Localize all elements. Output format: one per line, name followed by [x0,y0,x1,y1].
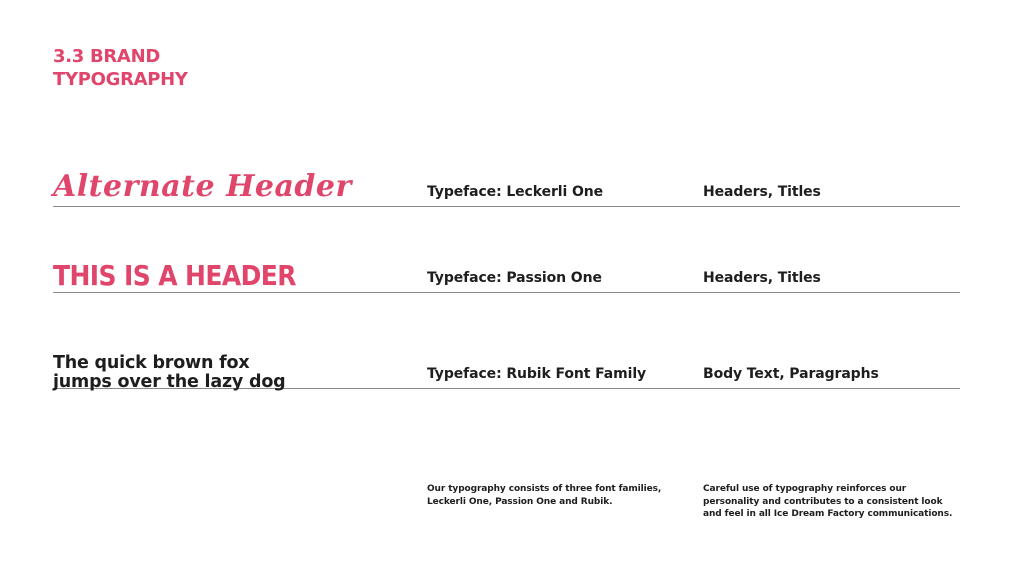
alternate-header-sample: Alternate Header [53,169,352,204]
section-title-line-2: TYPOGRAPHY [53,69,188,90]
note-line: personality and contributes to a consistent look [703,496,943,507]
note-line: and feel in all Ice Dream Factory communications. [703,509,953,519]
usage-label: Headers, Titles [703,184,821,200]
body-text-sample [53,354,286,392]
usage-label: Body Text, Paragraphs [703,366,879,382]
section-title-line-1: 3.3 BRAND [53,46,160,67]
typography-row-header [53,255,960,293]
note-line: Careful use of typography reinforces our [703,484,907,494]
typography-row-body [53,347,960,392]
note-line: Leckerli One, Passion One and Rubik. [427,496,613,507]
header-sample: THIS IS A HEADER [53,259,296,292]
typography-note-families [427,483,677,508]
note-line: Our typography consists of three font families, [427,484,662,494]
section-title [53,45,303,91]
usage-label: Headers, Titles [703,270,821,286]
body-sample-line-1: The quick brown fox [53,353,250,373]
typeface-label: Typeface: Leckerli One [427,184,604,200]
typeface-label: Typeface: Rubik Font Family [427,366,647,382]
body-sample-line-2: jumps over the lazy dog [53,372,286,392]
typography-row-alternate-header [53,165,960,207]
typography-note-usage [703,483,963,521]
typeface-label: Typeface: Passion One [427,270,602,286]
